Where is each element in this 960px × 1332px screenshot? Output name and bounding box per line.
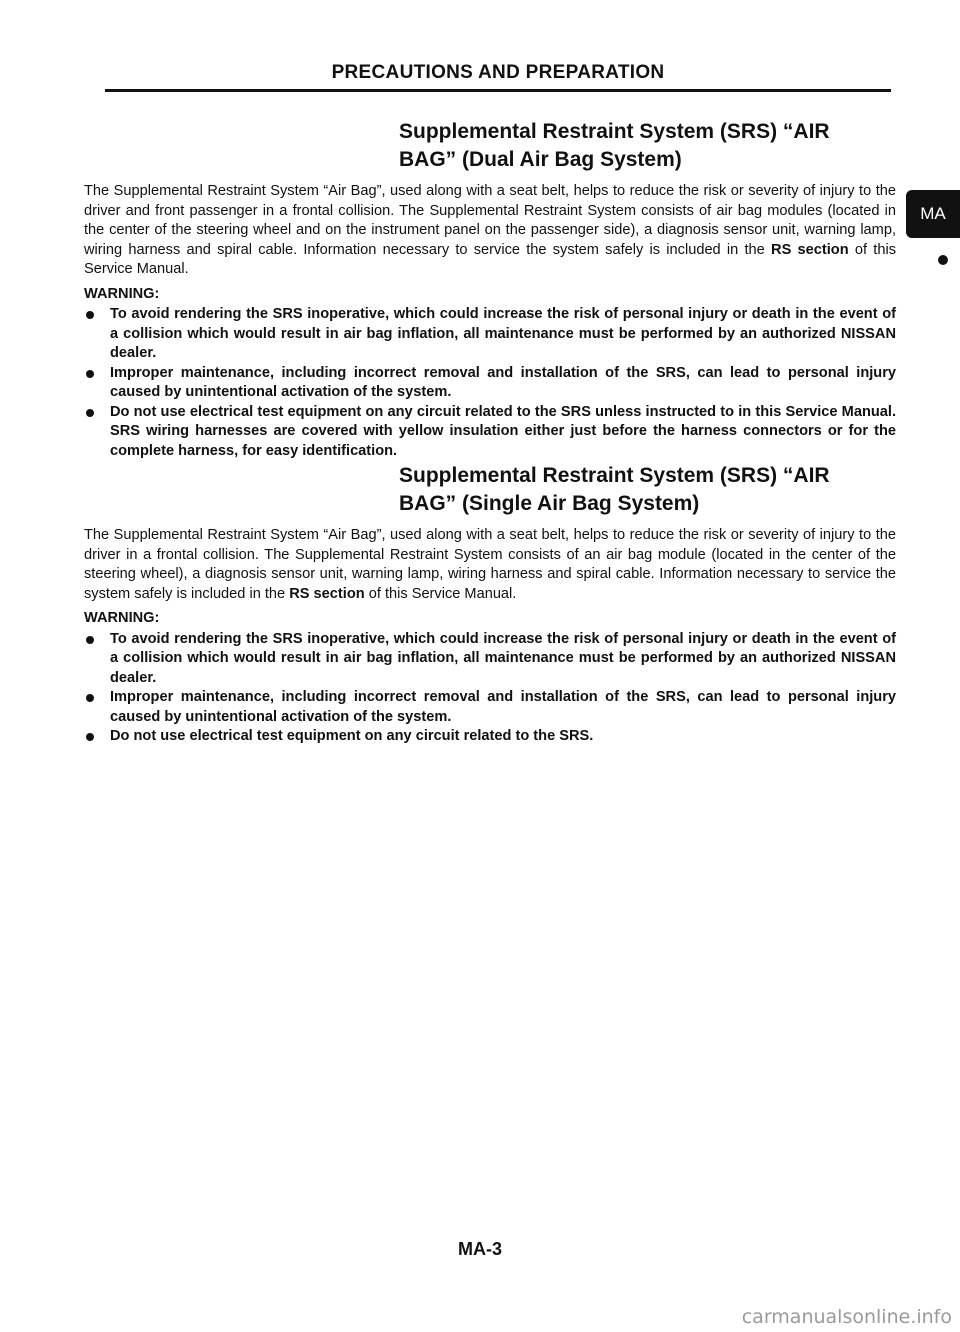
body-text-tail: of this Service Manual. — [84, 241, 896, 277]
body-text-tail: of this Service Manual. — [368, 585, 517, 602]
rs-section-ref: RS section — [771, 241, 849, 258]
section-title-line2: BAG” (Single Air Bag System) — [399, 492, 700, 515]
warning-text: To avoid rendering the SRS inoperative, which could increase the risk of personal injury or death in the event of a collision which would result in air bag inflation, all maintenance must be performed by an authorized NISSAN dealer. — [110, 306, 896, 361]
section-body — [84, 182, 896, 280]
warning-label: WARNING: — [84, 285, 160, 302]
bullet-icon — [86, 694, 94, 702]
section-tab-dot — [938, 255, 948, 265]
warning-item — [84, 364, 896, 403]
section-body — [84, 526, 896, 604]
warning-text: Do not use electrical test equipment on any circuit related to the SRS. — [110, 728, 594, 744]
section-tab-ma — [906, 190, 960, 238]
warning-label: WARNING: — [84, 610, 160, 626]
section-title-line1: Supplemental Restraint System (SRS) “AIR — [399, 120, 830, 143]
section-title-line2: BAG” (Dual Air Bag System) — [399, 148, 682, 171]
section-single-air-bag — [84, 462, 896, 747]
warning-list — [84, 630, 896, 747]
page-header-title: PRECAUTIONS AND PREPARATION — [331, 62, 665, 83]
bullet-icon — [86, 370, 94, 378]
warning-list — [84, 305, 896, 461]
section-title — [399, 118, 879, 174]
warning-item — [84, 305, 896, 364]
rs-section-ref: RS section — [289, 585, 365, 602]
bullet-icon — [86, 733, 94, 741]
warning-item — [84, 630, 896, 689]
section-title-line1: Supplemental Restraint System (SRS) “AIR — [399, 464, 830, 487]
header-rule — [105, 89, 891, 92]
body-text: The Supplemental Restraint System “Air Bag”, used along with a seat belt, helps to reduce the risk or severity of injury to the driver in a frontal collision. The Supplemental Restraint System consists of an air bag module (located in the center of the steering wheel), a diagnosis sensor unit, warning lamp, wiring harness and spiral cable. Information necessary to service the system safely is included in the — [84, 527, 896, 602]
bullet-icon — [86, 636, 94, 644]
bullet-icon — [86, 409, 94, 417]
bullet-icon — [86, 311, 94, 319]
section-dual-air-bag — [84, 118, 896, 461]
body-text: The Supplemental Restraint System “Air Bag”, used along with a seat belt, helps to reduce the risk or severity of injury to the driver and front passenger in a frontal collision. The Supplemental Restraint System consists of air bag modules (located in the center of the steering wheel and on the instrument panel on the passenger side), a diagnosis sensor unit, warning lamp, wiring harness and spiral cable. Information necessary to service the system safely is included in the — [84, 183, 896, 258]
warning-item — [84, 688, 896, 727]
warning-text: Do not use electrical test equipment on any circuit related to the SRS unless instructed to in this Service Manual. SRS wiring harnesses are covered with yellow insulation either just before the harness connectors or for the complete harness, for easy identification. — [110, 403, 896, 459]
warning-text: Improper maintenance, including incorrect removal and installation of the SRS, can lead to personal injury caused by unintentional activation of the system. — [110, 364, 896, 400]
section-title — [399, 462, 879, 518]
warning-item — [84, 727, 896, 747]
warning-text: To avoid rendering the SRS inoperative, which could increase the risk of personal injury or death in the event of a collision which would result in air bag inflation, all maintenance must be performed by an authorized NISSAN dealer. — [110, 630, 896, 686]
warning-item — [84, 403, 896, 462]
watermark-link[interactable]: carmanualsonline.info — [741, 1306, 952, 1328]
section-tab-label: MA — [920, 204, 946, 223]
page-number: MA-3 — [458, 1239, 502, 1259]
warning-text: Improper maintenance, including incorrect removal and installation of the SRS, can lead to personal injury caused by unintentional activation of the system. — [110, 689, 896, 725]
